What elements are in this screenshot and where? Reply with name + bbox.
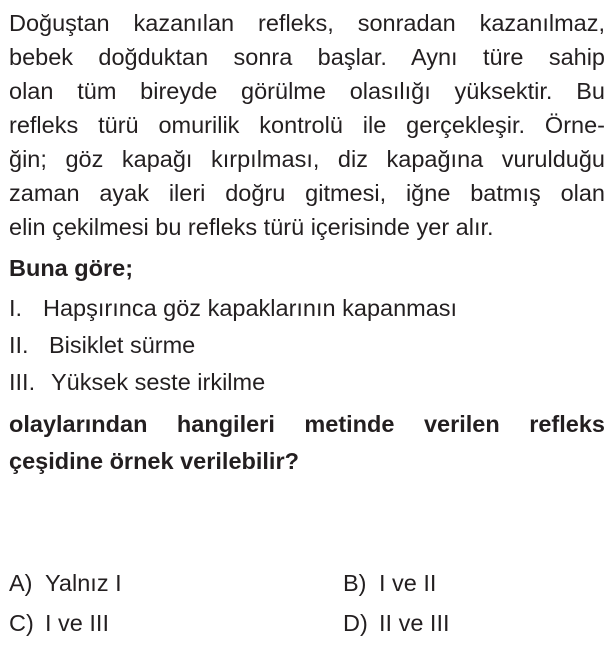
statement-number: III.	[9, 369, 36, 395]
choice-text: I ve II	[379, 569, 437, 596]
statement-item	[9, 364, 605, 401]
choice-letter: C)	[9, 609, 34, 636]
answer-choices	[9, 563, 605, 643]
statement-text: Yüksek seste irkilme	[51, 369, 266, 395]
lead-in-text: Buna göre;	[9, 255, 134, 281]
passage-line: Doğuştan kazanılan refleks, sonradan kazanılmaz,	[9, 10, 605, 36]
statement-item	[9, 327, 605, 364]
passage-line: ğin; göz kapağı kırpılması, diz kapağına vurulduğu	[9, 146, 605, 172]
statement-number: I.	[9, 295, 23, 321]
statement-list	[9, 290, 605, 401]
passage-line: bebek doğduktan sonra başlar. Aynı türe sahip	[9, 44, 605, 70]
question-block	[9, 6, 605, 480]
choice-d[interactable]	[343, 603, 605, 643]
statement-text: Bisiklet sürme	[49, 332, 196, 358]
question-line: olaylarından hangileri metinde verilen refleks	[9, 411, 605, 437]
statement-item	[9, 290, 605, 327]
statement-text: Hapşırınca göz kapaklarının kapanması	[43, 295, 458, 321]
choice-letter: B)	[343, 569, 367, 596]
passage-line: elin çekilmesi bu refleks türü içerisinde yer alır.	[9, 214, 494, 240]
passage-line: olan tüm bireyde görülme olasılığı yüksektir. Bu	[9, 78, 605, 104]
choice-letter: A)	[9, 569, 33, 596]
choice-text: I ve III	[45, 609, 109, 636]
statement-number: II.	[9, 332, 29, 358]
question-stem	[9, 406, 605, 480]
choice-letter: D)	[343, 609, 368, 636]
question-line: çeşidine örnek verilebilir?	[9, 448, 299, 474]
choice-text: Yalnız I	[45, 569, 122, 596]
choice-c[interactable]	[9, 603, 343, 643]
passage-text	[9, 6, 605, 244]
choice-b[interactable]	[343, 563, 605, 603]
passage-line: refleks türü omurilik kontrolü ile gerçekleşir. Örne-	[9, 112, 605, 138]
passage-line: zaman ayak ileri doğru gitmesi, iğne batmış olan	[9, 180, 605, 206]
choice-text: II ve III	[379, 609, 450, 636]
choice-a[interactable]	[9, 563, 343, 603]
